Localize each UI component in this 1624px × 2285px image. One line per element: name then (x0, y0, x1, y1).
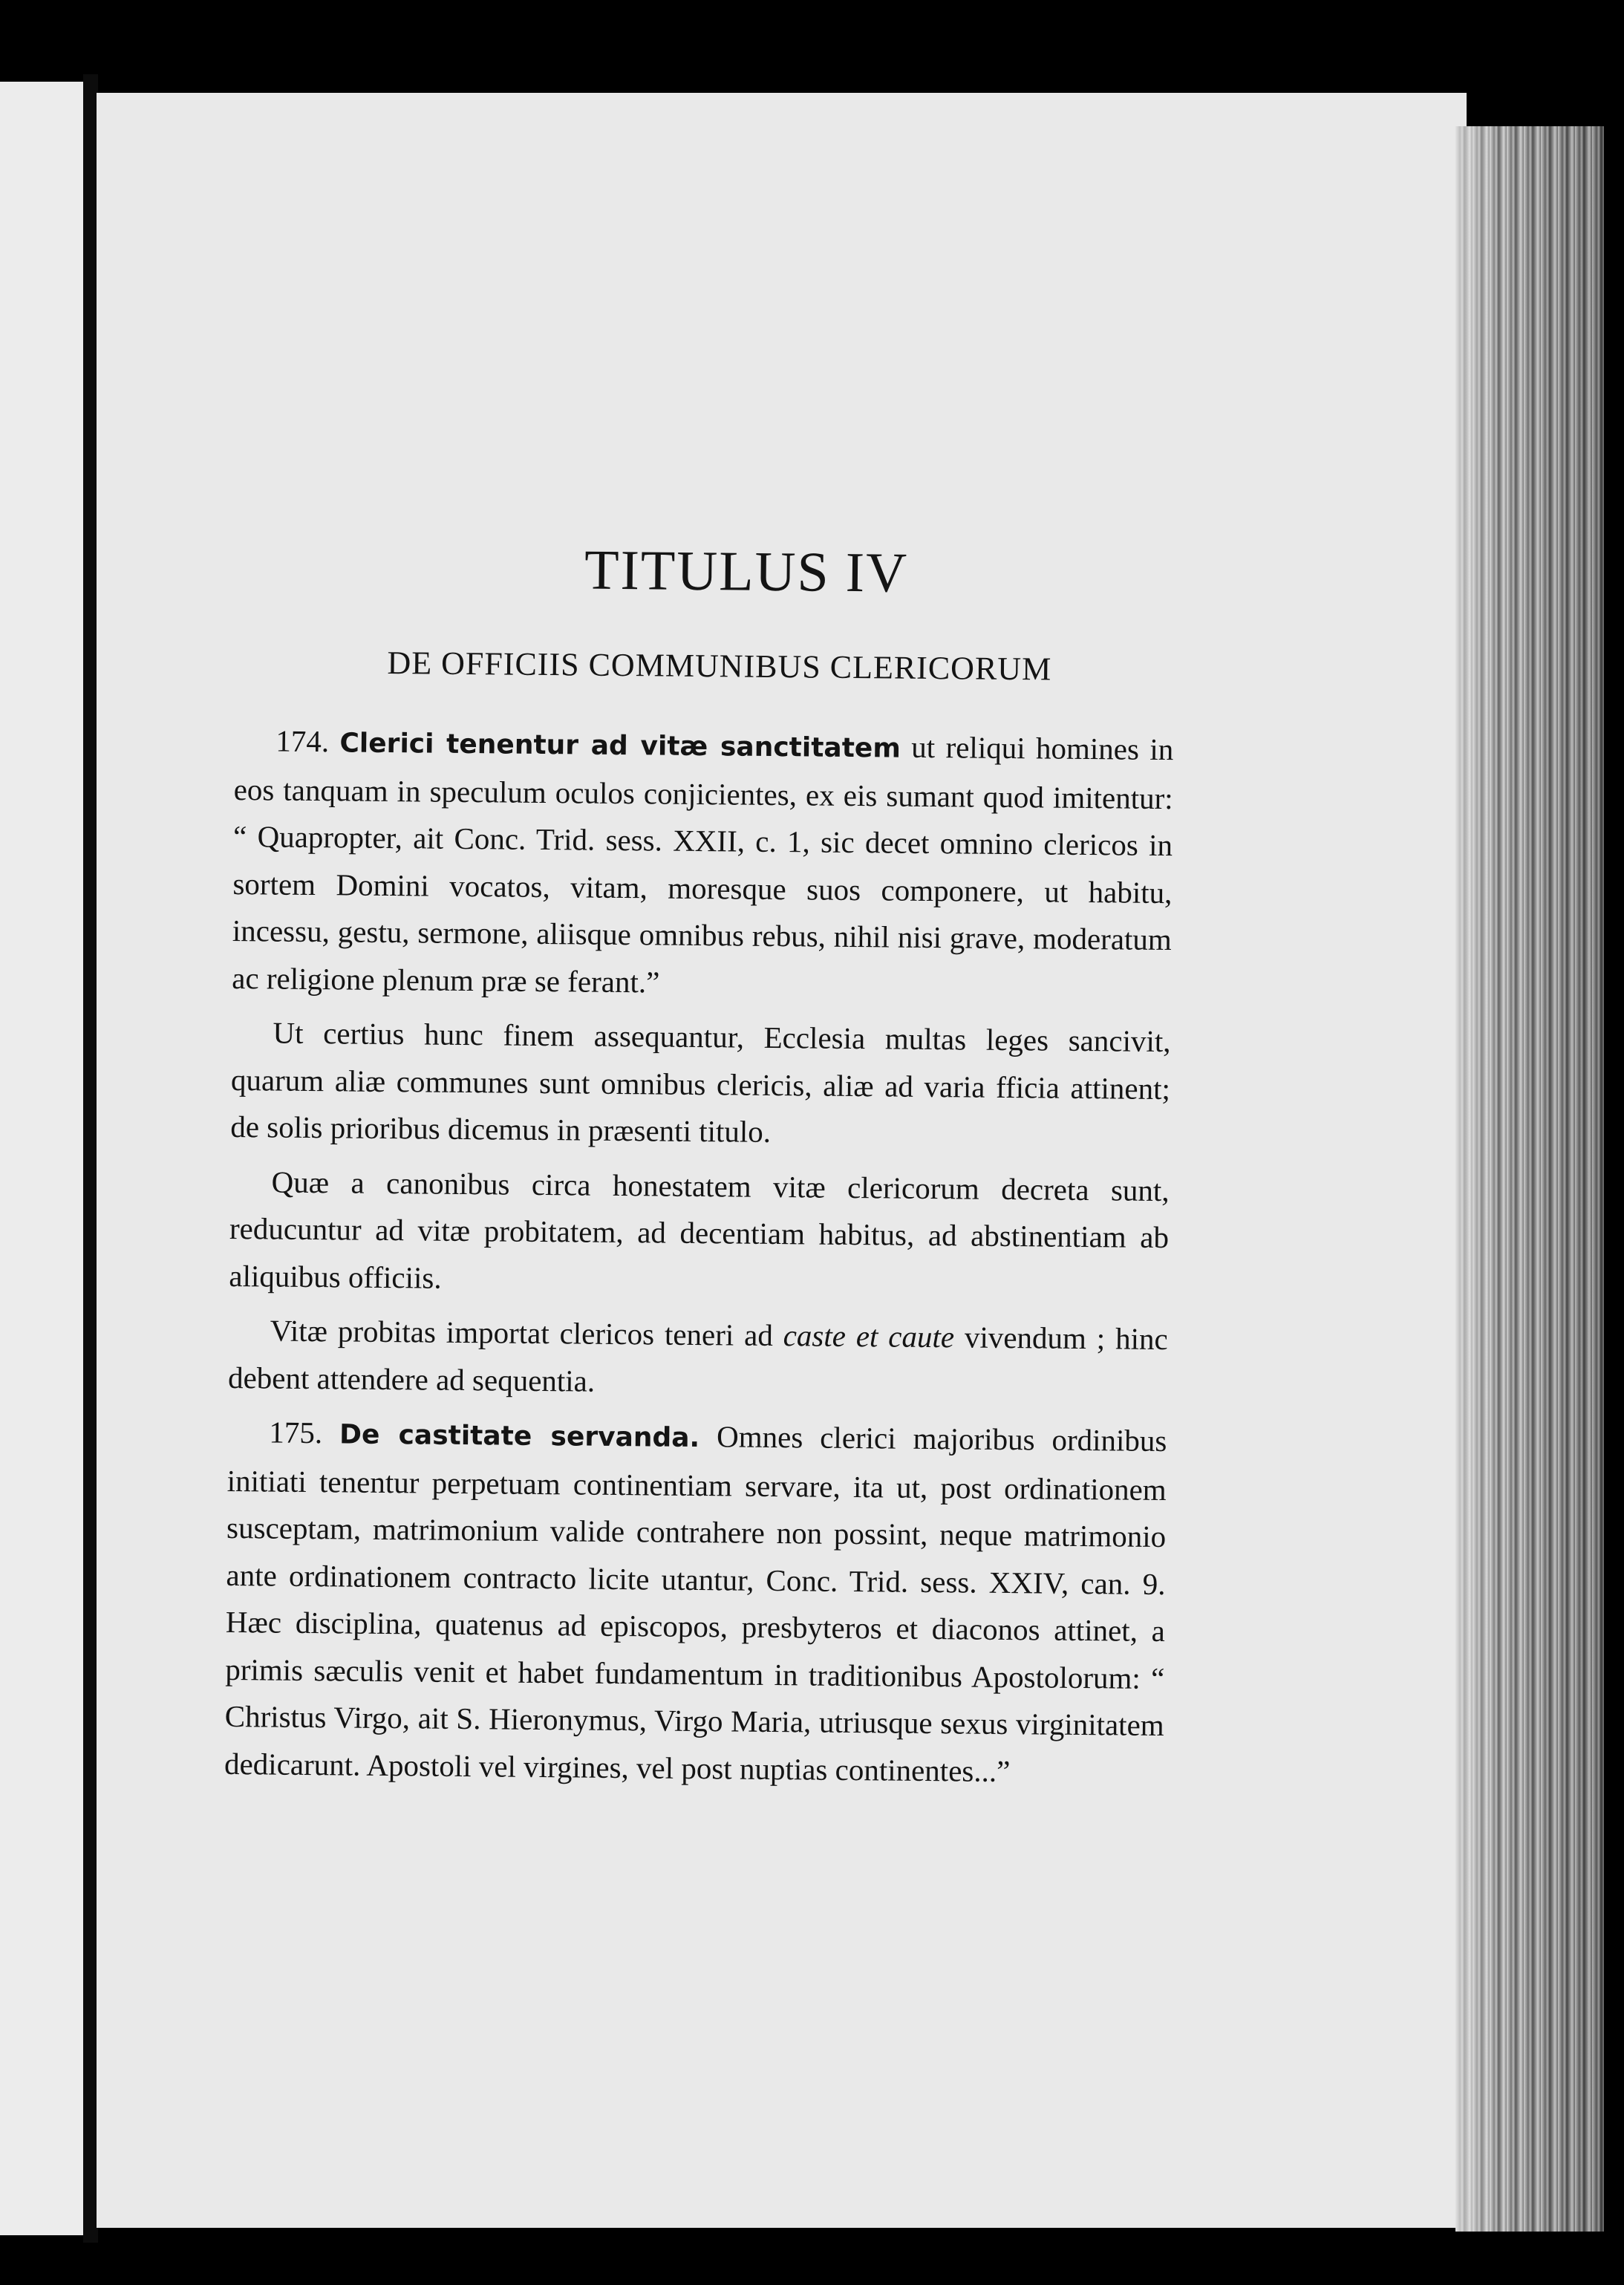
paragraph-body: Omnes clerici majoribus ordinibus initiati tenentur perpetuam continentiam servare, ita ut, post ordinationem susceptam, matrimonium valide contrahere non possint, neque matrimonio ante ordinationem contracto licite utantur, Conc. Trid. sess. XXIV, can. 9. Hæc disciplina, quatenus ad episcopos, presbyteros et diaconos attinet, a primis sæculis venit et habet fundamentum in traditionibus Apostolorum: “ Christus Virgo, ait S. Hieronymus, Virgo Maria, utriusque sexus virginitatem dedicarunt. Apostoli vel virgines, vel post nuptias continentes...” (224, 1419, 1167, 1788)
book-gutter (83, 74, 98, 2243)
paragraph-body-3 (229, 1158, 1170, 1308)
page-subtitle: DE OFFICIIS COMMUNIBUS CLERICORUM (387, 644, 1052, 688)
paragraph-body: ut reliqui homines in eos tanquam in speculum oculos conjicientes, ex eis sumant quod imitentur: “ Quapropter, ait Conc. Trid. sess. XXII, c. 1, sic decet omnino clericos in sortem Domini vocatos, vitam, moresque suos componere, ut habitu, incessu, gestu, sermone, aliisque omnibus rebus, nihil nisi grave, moderatum ac religione plenum præ se ferant.” (232, 729, 1174, 1000)
paragraph-body-4 (228, 1307, 1168, 1410)
paragraph-number: 175. (269, 1415, 323, 1450)
left-page-edge (0, 82, 83, 2235)
paragraph-text: vivendum ; hinc debent attendere ad sequentia. (227, 1320, 1168, 1398)
page-text (224, 535, 1175, 1804)
paragraph-175 (224, 1409, 1167, 1796)
paragraph-lead-heading: Clerici tenentur ad vitæ sanctitatem (339, 728, 901, 764)
paragraph-number: 174. (275, 723, 330, 759)
page-title: TITULUS IV (584, 538, 909, 604)
paragraph-body-2 (230, 1009, 1171, 1160)
page-edge-shading (1455, 126, 1604, 2232)
paragraph-174 (232, 717, 1174, 1011)
italic-phrase: caste et caute (783, 1318, 955, 1355)
paragraph-lead-heading: De castitate servanda. (339, 1419, 700, 1454)
paragraph-text: Ut certius hunc finem assequantur, Ecclesia multas leges sancivit, quarum aliæ communes sunt omnibus clericis, aliæ ad varia fficia attinent; de solis prioribus dicemus in præsenti titulo. (230, 1015, 1171, 1149)
paragraph-text: Quæ a canonibus circa honestatem vitæ clericorum decreta sunt, reducuntur ad vitæ probitatem, ad decentiam habitus, ad abstinentiam ab aliquibus officiis. (229, 1164, 1170, 1295)
paragraph-text: Vitæ probitas importat clericos teneri ad (270, 1313, 783, 1353)
